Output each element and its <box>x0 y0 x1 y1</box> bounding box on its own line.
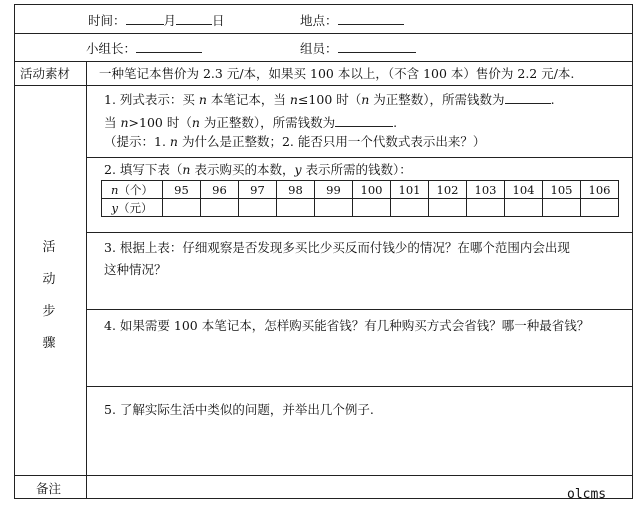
var-n: n <box>111 182 119 197</box>
step1-text: ≤100 时（ <box>297 92 362 107</box>
table-cell: 99 <box>315 181 353 199</box>
divider <box>14 85 633 86</box>
table-cell-empty <box>353 199 391 217</box>
step1-text: 1. 列式表示：买 <box>104 92 199 107</box>
table-cell-empty <box>505 199 543 217</box>
step2-text-part: 表示所需的钱数）： <box>301 162 412 177</box>
table-cell: 106 <box>581 181 619 199</box>
row-header-text: （元） <box>118 200 153 215</box>
place-field <box>300 11 404 29</box>
column-divider <box>86 61 87 499</box>
divider <box>14 33 633 34</box>
step1-text: 为正整数），所需钱数为 <box>199 115 336 130</box>
material-text: 一种笔记本售价为 2.3 元/本，如果买 100 本以上，（不含 100 本）售价为 2.2 元/本. <box>99 66 575 81</box>
table-cell-empty <box>581 199 619 217</box>
hint-text: （提示：1. <box>104 134 170 149</box>
var-n: n <box>289 92 298 107</box>
table-cell-empty <box>467 199 505 217</box>
step3-line1: 3. 根据上表：仔细观察是否发现多买比少买反而付钱少的情况？在哪个范围内会出现 <box>104 240 570 255</box>
var-y: y <box>294 162 302 177</box>
step1-text: >100 时（ <box>128 115 192 130</box>
hint-text: 为什么是正整数；2. 能否只用一个代数式表示出来？） <box>177 134 486 149</box>
answer-blank <box>505 90 551 104</box>
material-label: 活动素材 <box>20 66 71 81</box>
table-cell: 101 <box>391 181 429 199</box>
var-n: n <box>198 92 207 107</box>
var-n: n <box>182 162 191 177</box>
step3-line2: 这种情况？ <box>104 262 167 277</box>
step1-line2: 当 n>100 时（n 为正整数），所需钱数为 . <box>104 115 398 130</box>
notes-label: 备注 <box>36 481 62 496</box>
step2-text <box>104 162 412 178</box>
var-n: n <box>169 134 178 149</box>
row-header-n <box>102 181 163 199</box>
divider <box>14 475 633 476</box>
members-blank <box>338 39 416 53</box>
steps-char: 骤 <box>42 336 56 351</box>
place-label: 地点： <box>300 13 338 28</box>
step2-text-part: 表示购买的本数， <box>190 162 295 177</box>
divider <box>14 61 633 62</box>
divider <box>86 157 633 158</box>
place-blank <box>338 11 404 25</box>
value-table <box>101 180 619 217</box>
table-cell: 104 <box>505 181 543 199</box>
month-label: 月 <box>163 13 177 28</box>
table-cell: 102 <box>429 181 467 199</box>
step1-line1: 1. 列式表示：买 n 本笔记本，当 n≤100 时（n 为正整数），所需钱数为 . <box>104 92 555 107</box>
step5-text: 5. 了解实际生活中类似的问题，并举出几个例子. <box>104 402 374 417</box>
members-label: 组员： <box>300 41 338 56</box>
answer-blank <box>335 113 393 127</box>
leader-blank <box>136 39 202 53</box>
table-cell: 96 <box>201 181 239 199</box>
table-cell-empty <box>315 199 353 217</box>
step1-text: 本笔记本，当 <box>206 92 290 107</box>
row-header-text: （个） <box>118 182 153 197</box>
row-header-y <box>102 199 163 217</box>
leader-label: 小组长： <box>86 41 137 56</box>
step1-text: 为正整数），所需钱数为 <box>369 92 505 107</box>
var-n: n <box>361 92 370 107</box>
table-cell: 100 <box>353 181 391 199</box>
time-field <box>88 11 225 29</box>
day-blank <box>176 11 212 25</box>
step4-text: 4. 如果需要 100 本笔记本，怎样购买能省钱？有几种购买方式会省钱？哪一种最省钱？ <box>104 318 590 333</box>
activity-worksheet <box>14 4 633 499</box>
leader-field <box>86 39 202 57</box>
divider <box>86 232 633 233</box>
step1-hint <box>104 134 485 150</box>
table-cell: 97 <box>239 181 277 199</box>
table-cell-empty <box>277 199 315 217</box>
steps-char: 步 <box>42 304 56 319</box>
table-cell: 95 <box>163 181 201 199</box>
table-cell-empty <box>201 199 239 217</box>
steps-label <box>34 232 64 360</box>
table-cell-empty <box>429 199 467 217</box>
members-field <box>300 39 416 57</box>
time-label: 时间： <box>88 13 126 28</box>
table-cell-empty <box>543 199 581 217</box>
table-row <box>102 181 619 199</box>
table-row <box>102 199 619 217</box>
step2-text-part: 2. 填写下表（ <box>104 162 183 177</box>
table-cell-empty <box>391 199 429 217</box>
watermark: olcms <box>567 487 607 502</box>
step1-text: 当 <box>104 115 121 130</box>
divider <box>86 309 633 310</box>
divider <box>86 386 633 387</box>
table-cell: 105 <box>543 181 581 199</box>
steps-char: 活 <box>42 240 56 255</box>
steps-char: 动 <box>42 272 56 287</box>
table-cell: 98 <box>277 181 315 199</box>
table-cell-empty <box>163 199 201 217</box>
table-cell-empty <box>239 199 277 217</box>
table-cell: 103 <box>467 181 505 199</box>
day-label: 日 <box>212 13 225 28</box>
month-blank <box>126 11 164 25</box>
var-y: y <box>111 200 118 215</box>
var-n: n <box>120 115 129 130</box>
var-n: n <box>191 115 200 130</box>
